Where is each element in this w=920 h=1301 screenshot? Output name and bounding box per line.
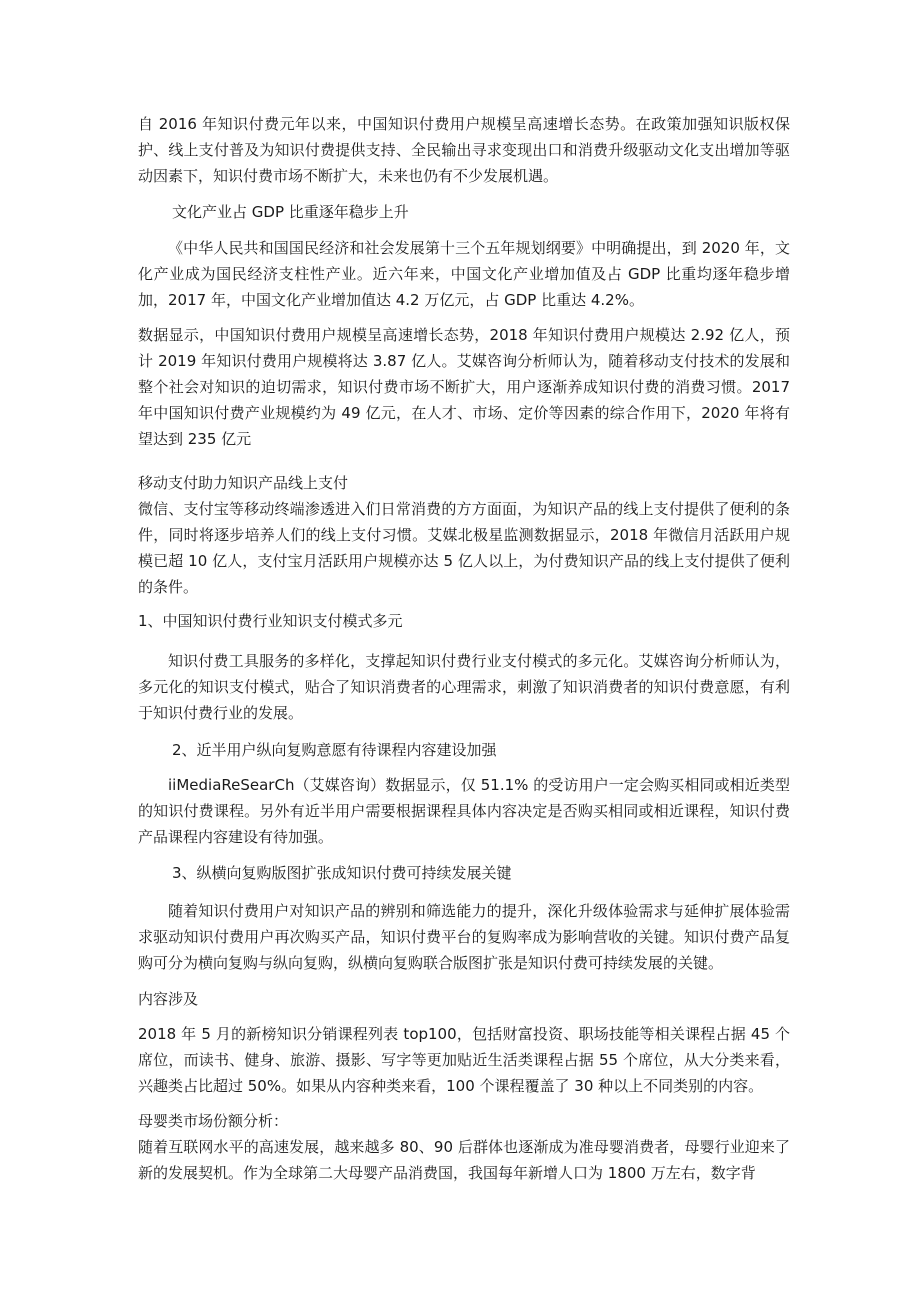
- paragraph-culture-gdp: 《中华人民共和国国民经济和社会发展第十三个五年规划纲要》中明确提出，到 2020 年，文化产业成为国民经济支柱性产业。近六年来，中国文化产业增加值及占 GDP 比重均逐年稳步增加，2017 年，中国文化产业增加值达 4.2 万亿元，占 GDP 比重达 4.2%。: [138, 239, 790, 309]
- heading-repurchase-expansion: 3、纵横向复购版图扩张成知识付费可持续发展关键: [172, 864, 512, 882]
- heading-culture-gdp: 文化产业占 GDP 比重逐年稳步上升: [172, 203, 409, 221]
- paragraph-intro: 自 2016 年知识付费元年以来，中国知识付费用户规模呈高速增长态势。在政策加强知识版权保护、线上支付普及为知识付费提供支持、全民输出寻求变现出口和消费升级驱动文化支出增加等驱动因素下，知识付费市场不断扩大，未来也仍有不少发展机遇。: [138, 115, 790, 185]
- paragraph-payment-modes: 知识付费工具服务的多样化，支撑起知识付费行业支付模式的多元化。艾媒咨询分析师认为，多元化的知识支付模式，贴合了知识消费者的心理需求，刺激了知识消费者的知识付费意愿，有利于知识付费行业的发展。: [138, 652, 790, 722]
- paragraph-maternal-market: 随着互联网水平的高速发展，越来越多 80、90 后群体也逐渐成为准母婴消费者，母婴行业迎来了新的发展契机。作为全球第二大母婴产品消费国，我国每年新增人口为 1800 万左右，数字背: [138, 1138, 790, 1182]
- heading-payment-modes: 1、中国知识付费行业知识支付模式多元: [138, 612, 403, 630]
- paragraph-repurchase-vertical: iiMediaReSearCh（艾媒咨询）数据显示，仅 51.1% 的受访用户一定会购买相同或相近类型的知识付费课程。另外有近半用户需要根据课程具体内容决定是否购买相同或相近课程，知识付费产品课程内容建设有待加强。: [138, 776, 790, 846]
- paragraph-user-scale: 数据显示，中国知识付费用户规模呈高速增长态势，2018 年知识付费用户规模达 2.92 亿人，预计 2019 年知识付费用户规模将达 3.87 亿人。艾媒咨询分析师认为，随着移动支付技术的发展和整个社会对知识的迫切需求，知识付费市场不断扩大，用户逐渐养成知识付费的消费习惯。2017 年中国知识付费产业规模约为 49 亿元，在人才、市场、定价等因素的综合作用下，2020 年将有望达到 235 亿元: [138, 326, 790, 448]
- paragraph-repurchase-expansion: 随着知识付费用户对知识产品的辨别和筛选能力的提升，深化升级体验需求与延伸扩展体验需求驱动知识付费用户再次购买产品，知识付费平台的复购率成为影响营收的关键。知识付费产品复购可分为横向复购与纵向复购，纵横向复购联合版图扩张是知识付费可持续发展的关键。: [138, 902, 790, 972]
- heading-maternal-market: 母婴类市场份额分析：: [138, 1112, 289, 1130]
- heading-content: 内容涉及: [138, 990, 199, 1008]
- paragraph-content: 2018 年 5 月的新榜知识分销课程列表 top100，包括财富投资、职场技能等相关课程占据 45 个席位，而读书、健身、旅游、摄影、写字等更加贴近生活类课程占据 55 个席位，从大分类来看，兴趣类占比超过 50%。如果从内容种类来看，100 个课程覆盖了 30 种以上不同类别的内容。: [138, 1025, 790, 1095]
- heading-repurchase-vertical: 2、近半用户纵向复购意愿有待课程内容建设加强: [172, 741, 497, 759]
- paragraph-mobile-payment: 微信、支付宝等移动终端渗透进入们日常消费的方方面面，为知识产品的线上支付提供了便利的条件，同时将逐步培养人们的线上支付习惯。艾媒北极星监测数据显示，2018 年微信月活跃用户规模已超 10 亿人，支付宝月活跃用户规模亦达 5 亿人以上，为付费知识产品的线上支付提供了便利的条件。: [138, 500, 790, 596]
- heading-mobile-payment: 移动支付助力知识产品线上支付: [138, 474, 349, 492]
